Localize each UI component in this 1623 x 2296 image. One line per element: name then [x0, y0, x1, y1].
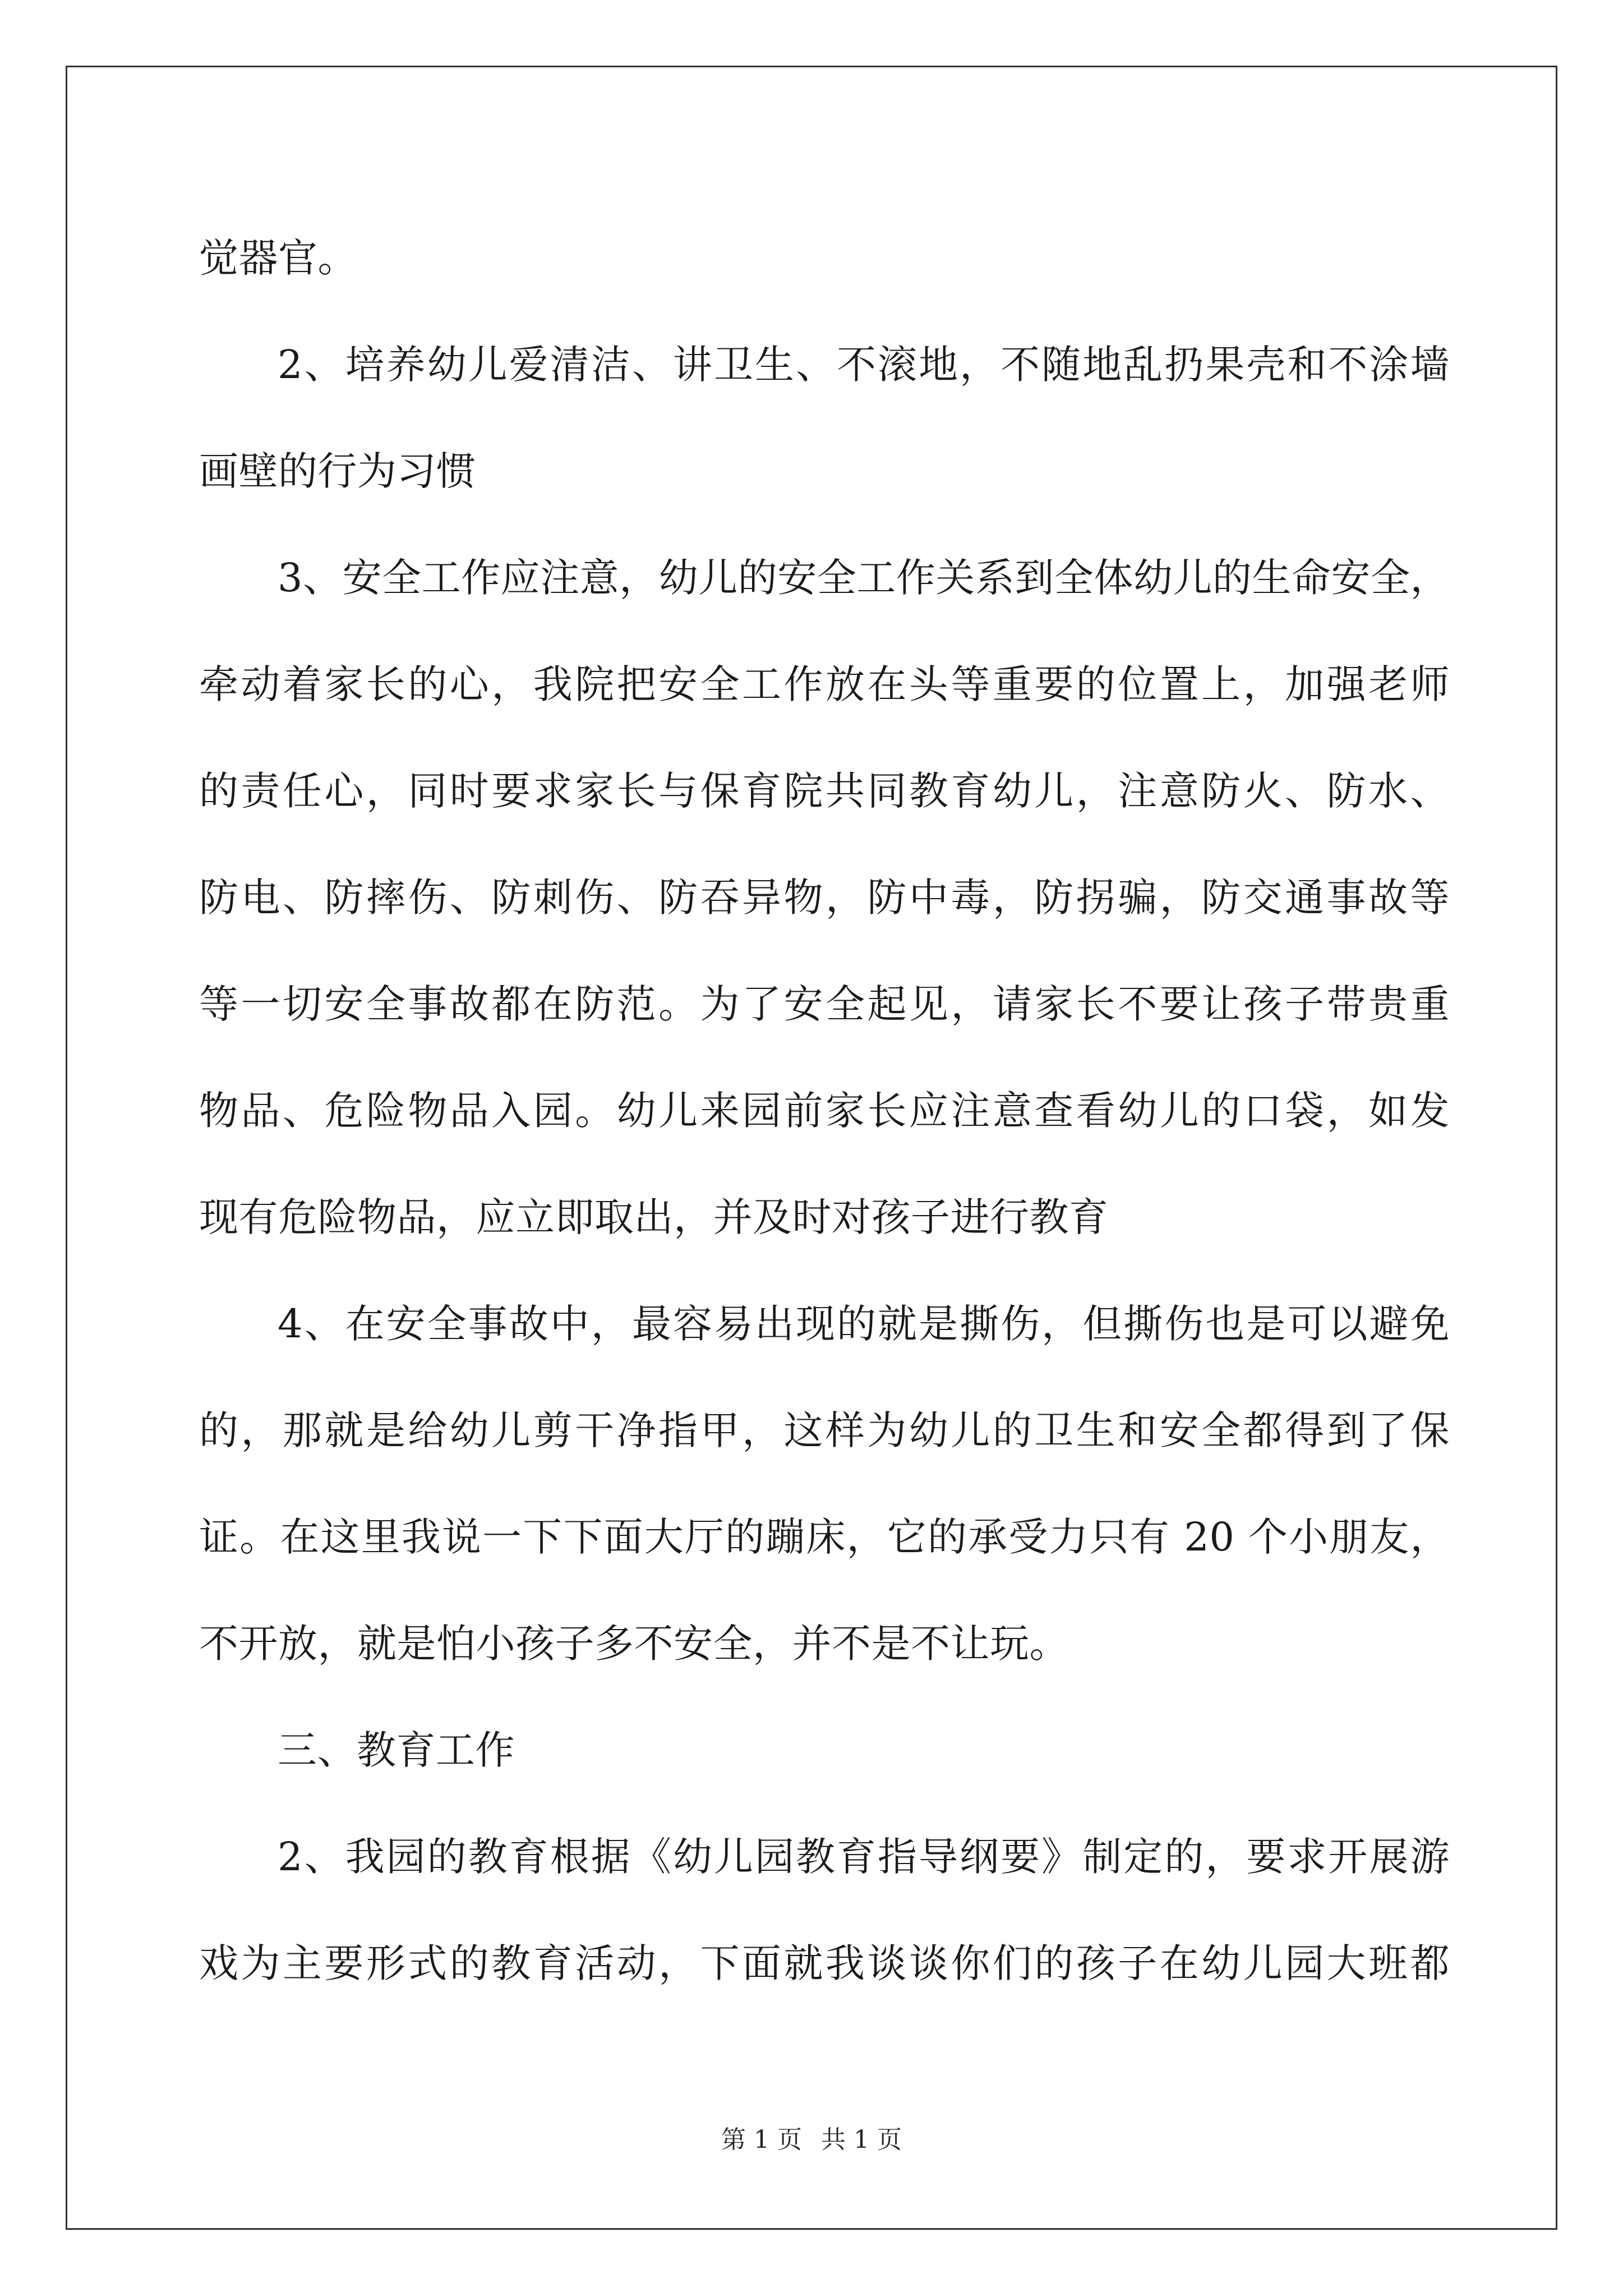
text-line: 3、安全工作应注意，幼儿的安全工作关系到全体幼儿的生命安全， — [278, 555, 1450, 601]
page-total: 共 1 页 — [821, 2125, 902, 2154]
text-line: 2、我园的教育根据《幼儿园教育指导纲要》制定的，要求开展游 — [278, 1834, 1450, 1880]
text-line: 2、培养幼儿爱清洁、讲卫生、不滚地，不随地乱扔果壳和不涂墙 — [278, 342, 1450, 388]
text-line: 等一切安全事故都在防范。为了安全起见，请家长不要让孩子带贵重 — [199, 981, 1450, 1027]
text-line: 戏为主要形式的教育活动，下面就我谈谈你们的孩子在幼儿园大班都 — [199, 1940, 1450, 1986]
text-line: 物品、危险物品入园。幼儿来园前家长应注意查看幼儿的口袋，如发 — [199, 1088, 1450, 1134]
text-line: 现有危险物品，应立即取出，并及时对孩子进行教育 — [199, 1194, 1109, 1240]
text-line: 觉器官。 — [199, 235, 357, 281]
section-heading: 三、教育工作 — [278, 1727, 515, 1773]
page-footer — [0, 2123, 1623, 2157]
text-line: 的，那就是给幼儿剪干净指甲，这样为幼儿的卫生和安全都得到了保 — [199, 1407, 1450, 1453]
text-line: 的责任心，同时要求家长与保育院共同教育幼儿，注意防火、防水、 — [199, 768, 1450, 814]
text-line: 画壁的行为习惯 — [199, 448, 476, 494]
text-line: 不开放，就是怕小孩子多不安全，并不是不让玩。 — [199, 1621, 1069, 1667]
text-line: 4、在安全事故中，最容易出现的就是撕伤，但撕伤也是可以避免 — [278, 1301, 1450, 1347]
text-line: 证。在这里我说一下下面大厅的蹦床，它的承受力只有 20 个小朋友， — [199, 1514, 1450, 1560]
text-line: 牵动着家长的心，我院把安全工作放在头等重要的位置上，加强老师 — [199, 661, 1450, 707]
document-body — [199, 205, 1450, 2017]
text-line: 防电、防摔伤、防刺伤、防吞异物，防中毒，防拐骗，防交通事故等 — [199, 875, 1450, 921]
page-number: 第 1 页 — [721, 2125, 802, 2154]
